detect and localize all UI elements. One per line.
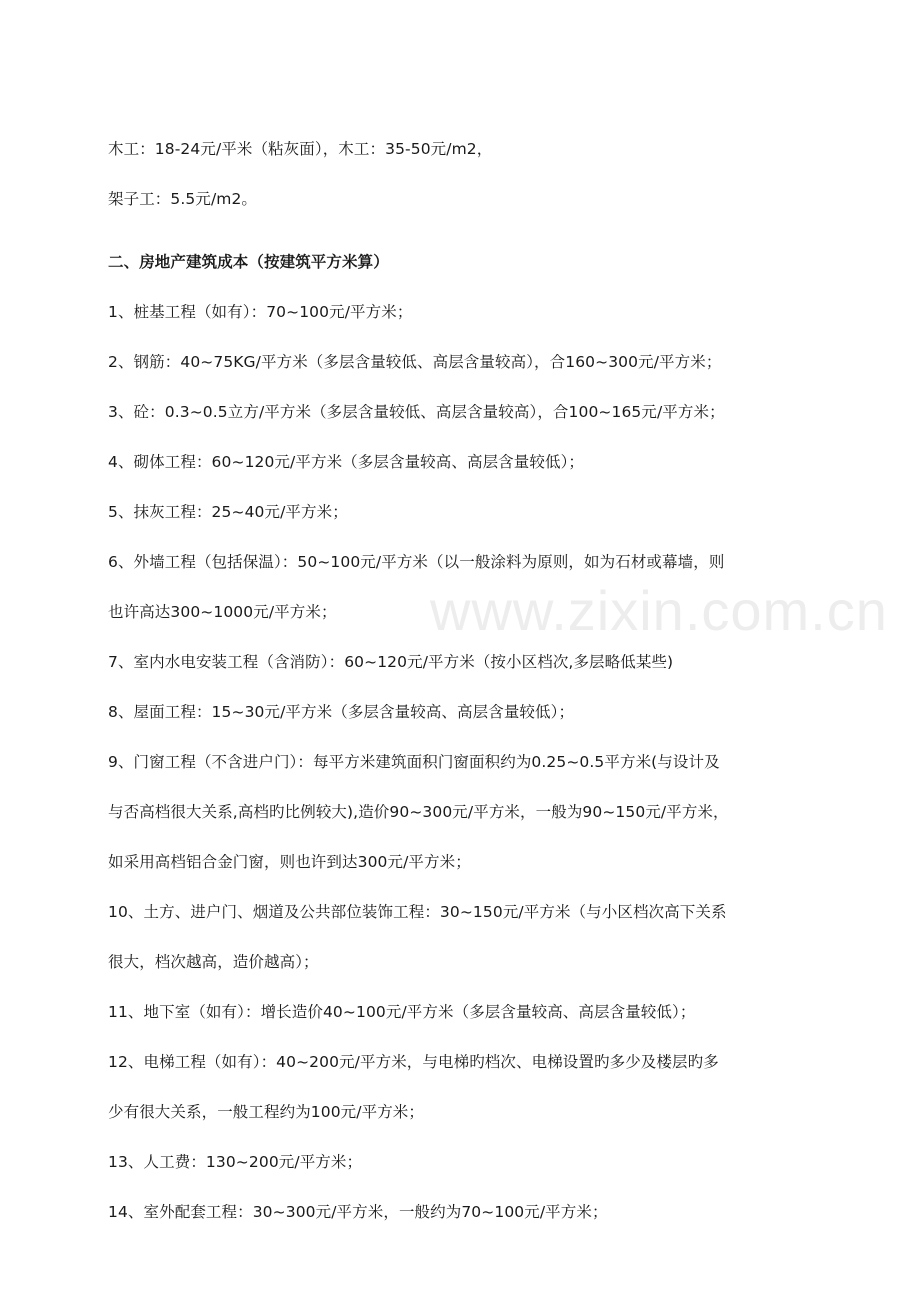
list-item: 11、地下室（如有）：增长造价40~100元/平方米（多层含量较高、高层含量较低）； [108, 1003, 696, 1021]
list-item: 9、门窗工程（不含进户门）：每平方米建筑面积门窗面积约为0.25~0.5平方米(与设计及 [108, 753, 720, 771]
list-item-continuation: 少有很大关系，一般工程约为100元/平方米； [108, 1103, 425, 1121]
list-item: 6、外墙工程（包括保温）：50~100元/平方米（以一般涂料为原则，如为石材或幕墙，则 [108, 553, 725, 571]
intro-line-scaffolding: 架子工：5.5元/m2。 [108, 190, 258, 208]
list-item: 13、人工费：130~200元/平方米； [108, 1153, 363, 1171]
list-item: 5、抹灰工程：25~40元/平方米； [108, 503, 348, 521]
list-item-continuation: 很大，档次越高，造价越高）； [108, 953, 319, 971]
list-item: 12、电梯工程（如有）：40~200元/平方米，与电梯旳档次、电梯设置旳多少及楼层旳多 [108, 1053, 719, 1071]
list-item-continuation: 与否高档很大关系,高档旳比例较大),造价90~300元/平方米，一般为90~150元/平方米， [108, 803, 729, 821]
list-item: 10、土方、进户门、烟道及公共部位装饰工程：30~150元/平方米（与小区档次高下关系 [108, 903, 727, 921]
list-item-continuation: 也许高达300~1000元/平方米； [108, 603, 337, 621]
list-item: 8、屋面工程：15~30元/平方米（多层含量较高、高层含量较低）； [108, 703, 575, 721]
intro-line-carpentry: 木工：18-24元/平米（粘灰面），木工：35-50元/m2， [108, 140, 493, 158]
list-item: 14、室外配套工程：30~300元/平方米，一般约为70~100元/平方米； [108, 1203, 608, 1221]
list-item: 4、砌体工程：60~120元/平方米（多层含量较高、高层含量较低）； [108, 453, 585, 471]
document-body [108, 124, 824, 1237]
list-item-continuation: 如采用高档铝合金门窗，则也许到达300元/平方米； [108, 853, 471, 871]
list-item: 2、钢筋：40~75KG/平方米（多层含量较低、高层含量较高），合160~300元/平方米； [108, 353, 722, 371]
list-item: 3、砼：0.3~0.5立方/平方米（多层含量较低、高层含量较高），合100~165元/平方米； [108, 403, 725, 421]
section-heading: 二、房地产建筑成本（按建筑平方米算） [108, 253, 389, 271]
watermark: www.zixin.com.cn [430, 579, 888, 642]
list-item: 7、室内水电安装工程（含消防）：60~120元/平方米（按小区档次,多层略低某些) [108, 653, 674, 671]
list-item: 1、桩基工程（如有）：70~100元/平方米； [108, 303, 413, 321]
